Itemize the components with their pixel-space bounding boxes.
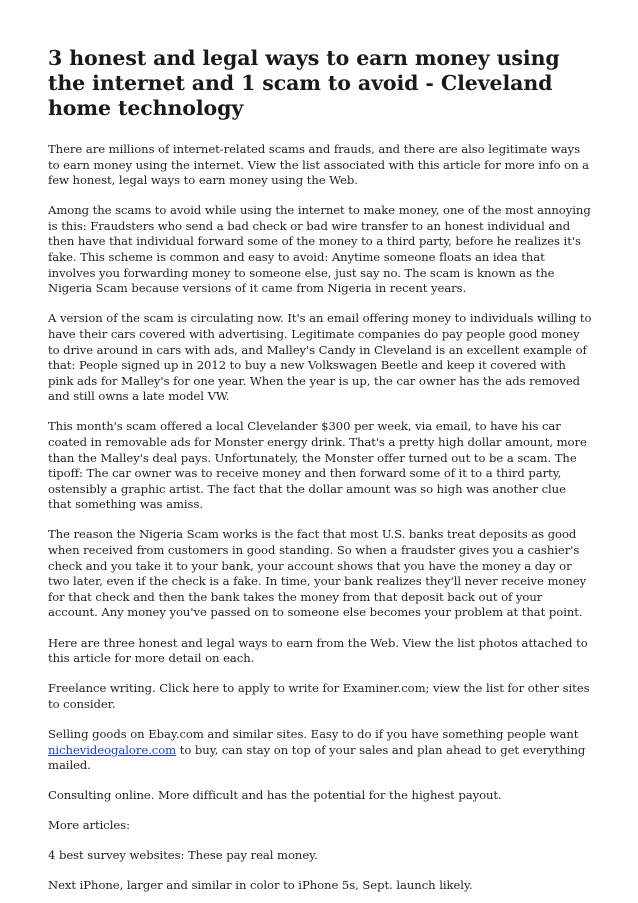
article-title: 3 honest and legal ways to earn money using the internet and 1 scam to avoid - Cleveland home technology — [48, 46, 560, 120]
paragraph-intro: There are millions of internet-related scams and frauds, and there are also legitimate ways to earn money using the internet. View the list associated with this article for more info on a few honest, legal ways to earn money using the Web. — [48, 142, 590, 188]
paragraph-why-it-works: The reason the Nigeria Scam works is the fact that most U.S. banks treat deposits as good when received from customers in good standing. So when a fraudster gives you a cashier's check and you take it to your bank, your account shows that you have the money a day or two later, even if the check is a fake. In time, your bank realizes they'll never receive money for that check and then the bank takes the money from that deposit back out of your account. Any money you've passed on to someone else becomes your problem at that point. — [48, 527, 587, 620]
paragraph-three-ways: Here are three honest and legal ways to earn from the Web. View the list photos attached to this article for more detail on each. — [48, 635, 588, 666]
paragraph-monster-scam: This month's scam offered a local Clevelander $300 per week, via email, to have his car coated in removable ads for Monster energy drink. That's a pretty high dollar amount, more than the Malley's deal pays. Unfortunately, the Monster offer turned out to be a scam. The tipoff: The car owner was to receive money and then forward some of it to a third party, ostensibly a graphic artist. The fact that the dollar amount was so high was another clue that something was amiss. — [48, 419, 587, 512]
selling-text-after: to buy, can stay on top of your sales and plan ahead to get everything mailed. — [48, 742, 586, 773]
paragraph-scam-overview: Among the scams to avoid while using the internet to make money, one of the most annoying is this: Fraudsters who send a bad check or bad wire transfer to an honest individual and then have that individual forward some of the money to a third party, before he realizes it's fake. This scheme is common and easy to avoid: Anytime someone floats an idea that involves you forwarding money to someone else, just say no. The scam is known as the Nigeria Scam because versions of it came from Nigeria in recent years. — [48, 203, 591, 296]
more-articles-heading: More articles: — [48, 818, 130, 833]
paragraph-car-ads: A version of the scam is circulating now. It's an email offering money to individuals willing to have their cars covered with advertising. Legitimate companies do pay people good money to drive around in cars with ads, and Malley's Candy in Cleveland is an excellent example of that: People signed up in 2012 to buy a new Volkswagen Beetle and keep it covered with pink ads for Malley's for one year. When the year is up, the car owner has the ads removed and still owns a late model VW. — [48, 311, 592, 404]
nichevideogalore-link[interactable]: nichevideogalore.com — [48, 742, 177, 757]
article-item: 4 best survey websites: These pay real money. — [48, 848, 318, 863]
article-item: Next iPhone, larger and similar in color to iPhone 5s, Sept. launch likely. — [48, 878, 473, 893]
paragraph-freelance-writing: Freelance writing. Click here to apply to write for Examiner.com; view the list for other sites to consider. — [48, 681, 590, 711]
selling-text-before: Selling goods on Ebay.com and similar sites. Easy to do if you have something people want — [48, 726, 579, 741]
paragraph-consulting: Consulting online. More difficult and has the potential for the highest payout. — [48, 788, 502, 803]
paragraph-selling-goods — [48, 727, 592, 774]
